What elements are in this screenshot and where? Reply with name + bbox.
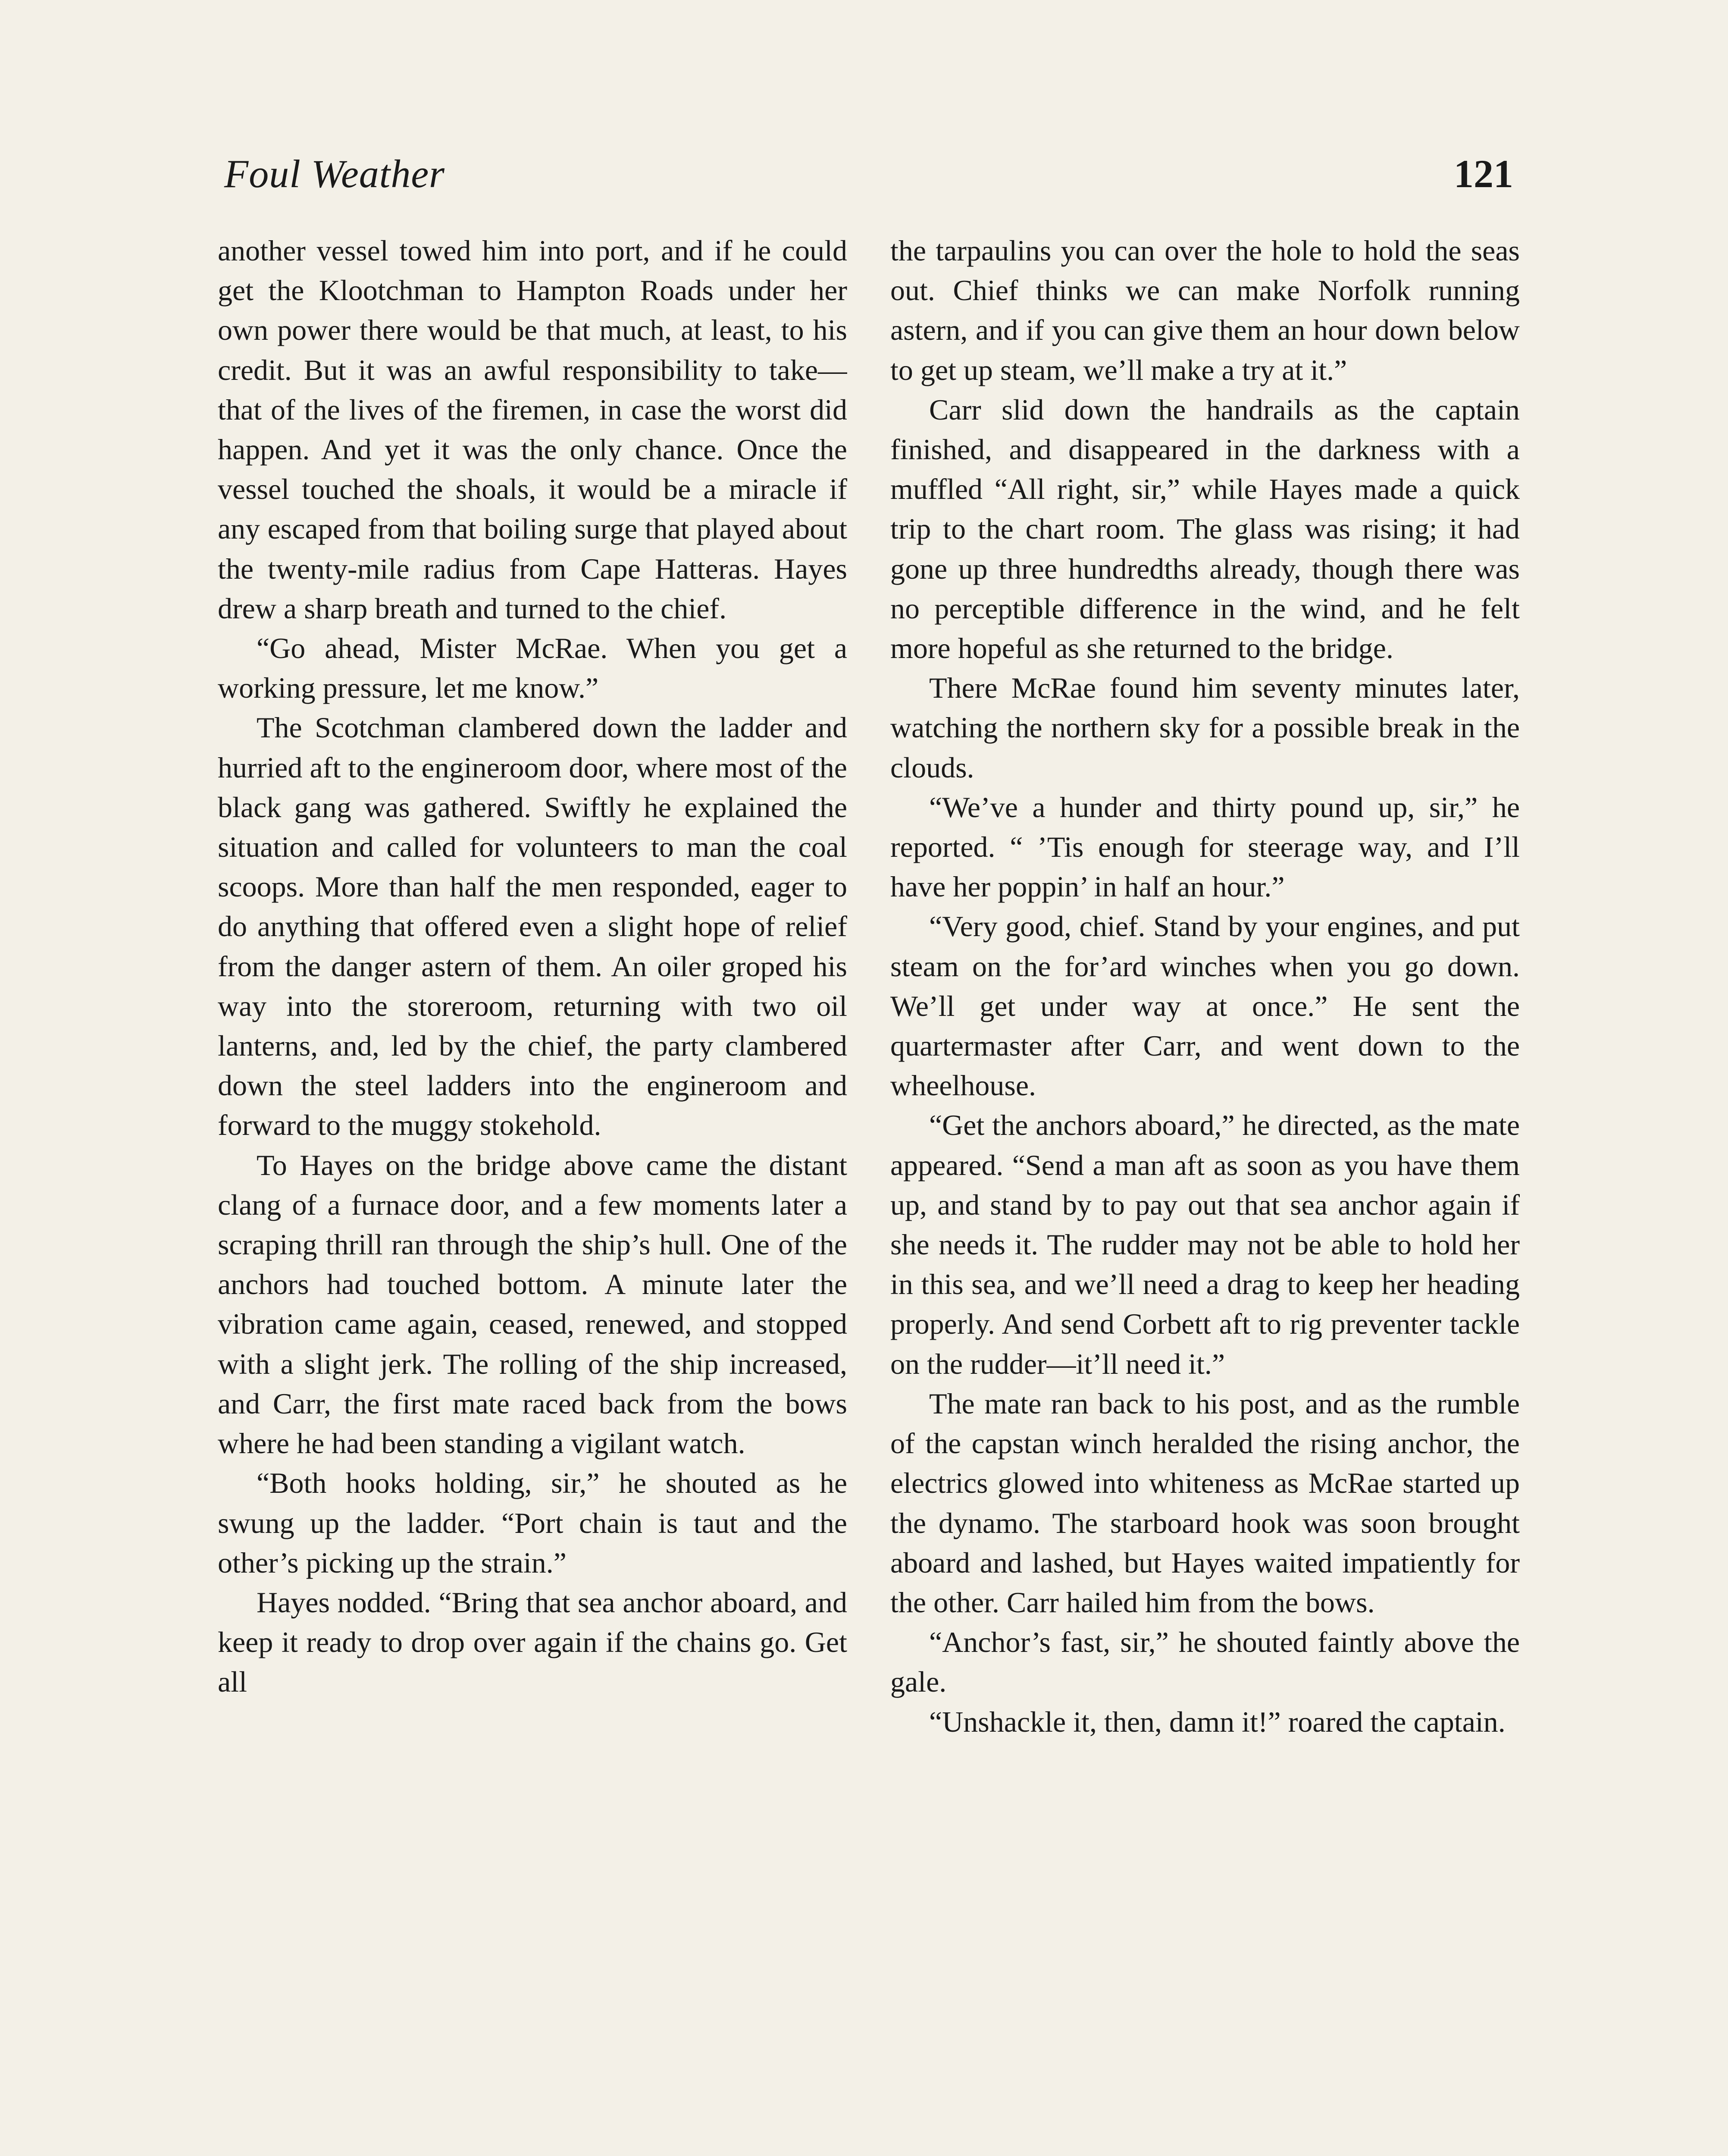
paragraph: another vessel towed him into port, and if he could get the Klootchman to Hampton Roads under her own power there would be that much, at least, to his credit. But it was an awful responsibility to take—that of the lives of the firemen, in case the worst did happen. And yet it was the only chance. Once the vessel touched the shoals, it would be a miracle if any escaped from that boiling surge that played about the twenty-mile radius from Cape Hatteras. Hayes drew a sharp breath and turned to the chief. <box>218 234 847 625</box>
paragraph: “We’ve a hunder and thirty pound up, sir,” he reported. “ ’Tis enough for steerage way, and I’ll have her poppin’ in half an hour.” <box>890 790 1520 903</box>
paragraph: The mate ran back to his post, and as the rumble of the capstan winch heralded the rising anchor, the electrics glowed into whiteness as McRae started up the dynamo. The starboard hook was soon brought aboard and lashed, but Hayes waited impatiently for the other. Carr hailed him from the bows. <box>890 1387 1520 1619</box>
right-text-column <box>890 231 1520 2156</box>
paragraph: “Anchor’s fast, sir,” he shouted faintly above the gale. <box>890 1626 1520 1698</box>
paragraph: “Very good, chief. Stand by your engines, and put steam on the for’ard winches when you go down. We’ll get under way at once.” He sent the quartermaster after Carr, and went down to the wheelhouse. <box>890 910 1520 1102</box>
paragraph: There McRae found him seventy minutes later, watching the northern sky for a possible break in the clouds. <box>890 671 1520 784</box>
paragraph: To Hayes on the bridge above came the distant clang of a furnace door, and a few moments later a scraping thrill ran through the ship’s hull. One of the anchors had touched bottom. A minute later the vibration came again, ceased, renewed, and stopped with a slight jerk. The rolling of the ship increased, and Carr, the first mate raced back from the bows where he had been standing a vigilant watch. <box>218 1148 847 1460</box>
paragraph: The Scotchman clambered down the ladder and hurried aft to the engineroom door, where most of the black gang was gathered. Swiftly he explained the situation and called for volunteers to man the coal scoops. More than half the men responded, eager to do anything that offered even a slight hope of relief from the danger astern of them. An oiler groped his way into the storeroom, returning with two oil lanterns, and, led by the chief, the party clambered down the steel ladders into the engineroom and forward to the muggy stokehold. <box>218 711 847 1142</box>
paragraph: the tarpaulins you can over the hole to hold the seas out. Chief thinks we can make Norfolk running astern, and if you can give them an hour down below to get up steam, we’ll make a try at it.” <box>890 234 1520 386</box>
paragraph: “Go ahead, Mister McRae. When you get a working pressure, let me know.” <box>218 632 847 705</box>
left-text-column <box>218 231 847 2156</box>
paragraph: “Get the anchors aboard,” he directed, as the mate appeared. “Send a man aft as soon as you have them up, and stand by to pay out that sea anchor again if she needs it. The rudder may not be able to hold her in this sea, and we’ll need a drag to keep her heading properly. And send Corbett aft to rig preventer tackle on the rudder—it’ll need it.” <box>890 1109 1520 1380</box>
paragraph: Hayes nodded. “Bring that sea anchor aboard, and keep it ready to drop over again if the chains go. Get all <box>218 1586 847 1698</box>
running-title: Foul Weather <box>224 152 445 196</box>
page-number: 121 <box>1454 152 1513 196</box>
page-header <box>224 142 1513 207</box>
paragraph: “Unshackle it, then, damn it!” roared the captain. <box>929 1705 1506 1738</box>
paragraph: Carr slid down the handrails as the captain finished, and disappeared in the darkness with a muffled “All right, sir,” while Hayes made a quick trip to the chart room. The glass was rising; it had gone up three hundredths already, though there was no perceptible difference in the wind, and he felt more hopeful as she returned to the bridge. <box>890 393 1520 665</box>
paragraph: “Both hooks holding, sir,” he shouted as he swung up the ladder. “Port chain is taut and the other’s picking up the strain.” <box>218 1467 847 1579</box>
